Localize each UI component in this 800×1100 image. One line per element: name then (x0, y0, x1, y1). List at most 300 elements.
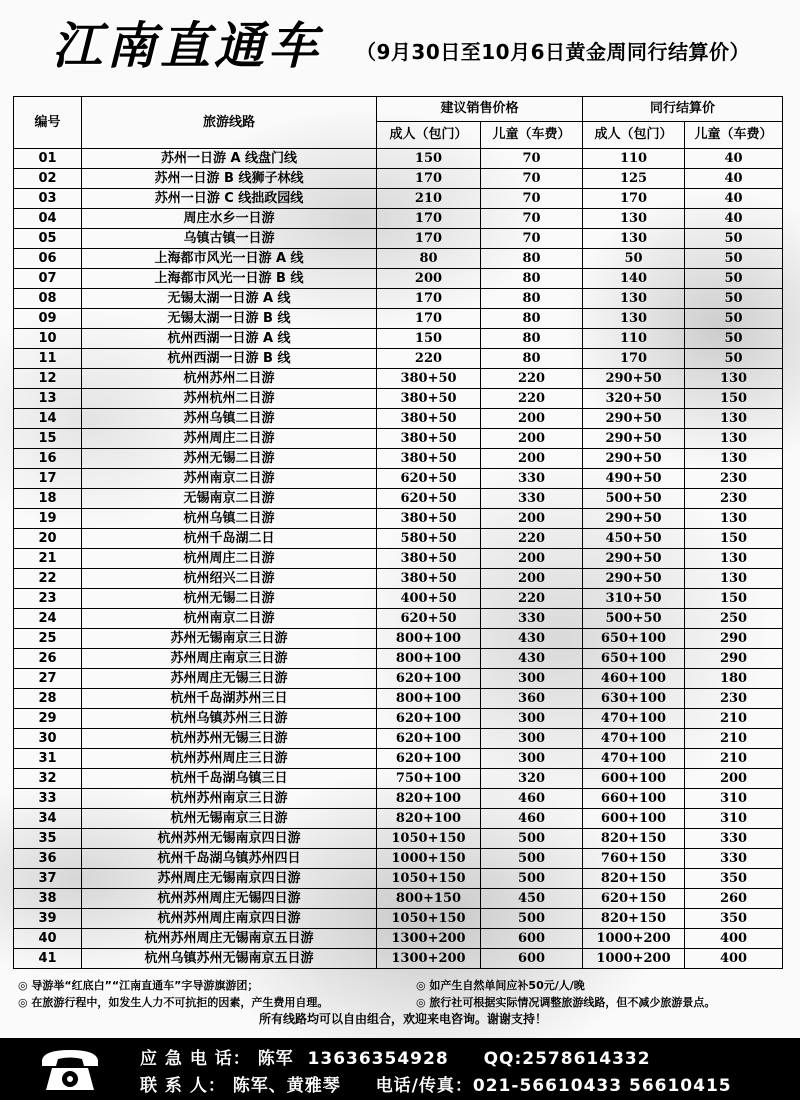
col-header-id: 编号 (14, 97, 82, 149)
row-id: 31 (14, 749, 82, 769)
row-route: 上海都市风光一日游 A 线 (82, 249, 377, 269)
sub-header-trade-adult: 成人（包门） (583, 122, 685, 149)
table-row (14, 269, 783, 289)
table-row (14, 189, 783, 209)
table-row (14, 529, 783, 549)
trade-adult-price: 140 (583, 269, 685, 289)
trade-adult-price: 170 (583, 349, 685, 369)
trade-child-price: 210 (685, 729, 783, 749)
retail-adult-price: 620+100 (377, 749, 481, 769)
trade-adult-price: 500+50 (583, 489, 685, 509)
retail-adult-price: 380+50 (377, 549, 481, 569)
trade-child-price: 40 (685, 189, 783, 209)
trade-child-price: 50 (685, 249, 783, 269)
row-id: 22 (14, 569, 82, 589)
telephone-icon (38, 1044, 102, 1094)
row-route: 杭州无锡南京三日游 (82, 809, 377, 829)
row-id: 19 (14, 509, 82, 529)
row-route: 杭州乌镇苏州无锡南京五日游 (82, 949, 377, 969)
trade-child-price: 350 (685, 909, 783, 929)
table-row (14, 609, 783, 629)
table-row (14, 169, 783, 189)
trade-child-price: 130 (685, 509, 783, 529)
trade-adult-price: 650+100 (583, 629, 685, 649)
trade-child-price: 50 (685, 309, 783, 329)
retail-adult-price: 820+100 (377, 789, 481, 809)
retail-child-price: 300 (481, 709, 583, 729)
row-route: 杭州苏州周庄南京四日游 (82, 909, 377, 929)
retail-child-price: 70 (481, 189, 583, 209)
row-route: 杭州千岛湖二日 (82, 529, 377, 549)
trade-adult-price: 110 (583, 149, 685, 169)
retail-adult-price: 210 (377, 189, 481, 209)
table-row (14, 469, 783, 489)
retail-adult-price: 620+50 (377, 609, 481, 629)
page-subtitle: （9月30日至10月6日黄金周同行结算价） (356, 40, 750, 64)
trade-adult-price: 320+50 (583, 389, 685, 409)
row-route: 杭州苏州周庄无锡南京五日游 (82, 929, 377, 949)
trade-adult-price: 110 (583, 329, 685, 349)
retail-child-price: 200 (481, 569, 583, 589)
emergency-line (140, 1044, 651, 1069)
retail-adult-price: 1300+200 (377, 949, 481, 969)
note-guide-flag: ◎ 导游举“红底白”“江南直通车”字导游旗游团； (18, 979, 259, 992)
row-id: 38 (14, 889, 82, 909)
table-row (14, 729, 783, 749)
note-route-adjust: ◎ 旅行社可根据实际情况调整旅游线路，但不减少旅游景点。 (416, 996, 716, 1009)
trade-child-price: 230 (685, 689, 783, 709)
trade-adult-price: 290+50 (583, 409, 685, 429)
row-route: 苏州周庄无锡南京四日游 (82, 869, 377, 889)
trade-adult-price: 1000+200 (583, 949, 685, 969)
retail-adult-price: 580+50 (377, 529, 481, 549)
trade-child-price: 260 (685, 889, 783, 909)
trade-adult-price: 460+100 (583, 669, 685, 689)
row-route: 苏州周庄无锡三日游 (82, 669, 377, 689)
row-id: 27 (14, 669, 82, 689)
retail-child-price: 600 (481, 949, 583, 969)
row-id: 23 (14, 589, 82, 609)
trade-child-price: 130 (685, 449, 783, 469)
row-route: 杭州千岛湖乌镇三日 (82, 769, 377, 789)
row-id: 21 (14, 549, 82, 569)
note-force-majeure: ◎ 在旅游行程中，如发生人力不可抗拒的因素，产生费用自理。 (18, 996, 329, 1009)
row-id: 36 (14, 849, 82, 869)
row-route: 杭州西湖一日游 A 线 (82, 329, 377, 349)
trade-child-price: 130 (685, 369, 783, 389)
retail-child-price: 460 (481, 809, 583, 829)
retail-adult-price: 400+50 (377, 589, 481, 609)
row-id: 17 (14, 469, 82, 489)
retail-child-price: 200 (481, 549, 583, 569)
retail-adult-price: 380+50 (377, 389, 481, 409)
row-route: 杭州千岛湖苏州三日 (82, 689, 377, 709)
row-route: 苏州周庄二日游 (82, 429, 377, 449)
trade-child-price: 50 (685, 329, 783, 349)
retail-adult-price: 1300+200 (377, 929, 481, 949)
retail-child-price: 360 (481, 689, 583, 709)
row-id: 14 (14, 409, 82, 429)
emergency-label: 应 急 电 话： (140, 1049, 251, 1069)
row-id: 32 (14, 769, 82, 789)
retail-child-price: 330 (481, 469, 583, 489)
table-row (14, 929, 783, 949)
retail-adult-price: 1000+150 (377, 849, 481, 869)
trade-child-price: 290 (685, 649, 783, 669)
retail-adult-price: 170 (377, 209, 481, 229)
trade-child-price: 50 (685, 289, 783, 309)
retail-adult-price: 200 (377, 269, 481, 289)
table-row (14, 329, 783, 349)
retail-adult-price: 820+100 (377, 809, 481, 829)
table-row (14, 509, 783, 529)
table-row (14, 489, 783, 509)
trade-adult-price: 650+100 (583, 649, 685, 669)
retail-child-price: 300 (481, 669, 583, 689)
table-row (14, 849, 783, 869)
group-header-trade: 同行结算价 (583, 97, 783, 122)
retail-child-price: 330 (481, 609, 583, 629)
retail-child-price: 450 (481, 889, 583, 909)
trade-child-price: 150 (685, 529, 783, 549)
retail-adult-price: 380+50 (377, 429, 481, 449)
retail-adult-price: 800+150 (377, 889, 481, 909)
retail-child-price: 80 (481, 269, 583, 289)
table-row (14, 649, 783, 669)
retail-adult-price: 1050+150 (377, 829, 481, 849)
trade-child-price: 40 (685, 169, 783, 189)
col-header-route: 旅游线路 (82, 97, 377, 149)
contact-footer (0, 1038, 800, 1100)
retail-child-price: 330 (481, 489, 583, 509)
trade-child-price: 40 (685, 209, 783, 229)
trade-child-price: 230 (685, 489, 783, 509)
notes (18, 977, 788, 1028)
table-row (14, 449, 783, 469)
retail-child-price: 70 (481, 209, 583, 229)
trade-child-price: 150 (685, 389, 783, 409)
trade-adult-price: 290+50 (583, 549, 685, 569)
row-route: 无锡太湖一日游 A 线 (82, 289, 377, 309)
table-row (14, 569, 783, 589)
retail-adult-price: 1050+150 (377, 909, 481, 929)
table-row (14, 909, 783, 929)
trade-adult-price: 600+100 (583, 769, 685, 789)
trade-child-price: 400 (685, 929, 783, 949)
retail-adult-price: 170 (377, 309, 481, 329)
trade-child-price: 40 (685, 149, 783, 169)
trade-child-price: 130 (685, 409, 783, 429)
trade-child-price: 290 (685, 629, 783, 649)
trade-adult-price: 470+100 (583, 729, 685, 749)
row-route: 苏州无锡南京三日游 (82, 629, 377, 649)
table-row (14, 369, 783, 389)
row-route: 杭州南京二日游 (82, 609, 377, 629)
trade-child-price: 330 (685, 849, 783, 869)
table-row (14, 589, 783, 609)
row-id: 06 (14, 249, 82, 269)
retail-adult-price: 380+50 (377, 449, 481, 469)
trade-child-price: 50 (685, 229, 783, 249)
retail-child-price: 430 (481, 629, 583, 649)
trade-adult-price: 660+100 (583, 789, 685, 809)
trade-child-price: 130 (685, 549, 783, 569)
trade-child-price: 330 (685, 829, 783, 849)
row-route: 杭州乌镇苏州三日游 (82, 709, 377, 729)
retail-adult-price: 220 (377, 349, 481, 369)
row-id: 15 (14, 429, 82, 449)
row-route: 杭州苏州二日游 (82, 369, 377, 389)
price-table-body (14, 149, 783, 969)
table-row (14, 769, 783, 789)
trade-adult-price: 130 (583, 229, 685, 249)
row-route: 苏州南京二日游 (82, 469, 377, 489)
row-id: 09 (14, 309, 82, 329)
trade-child-price: 210 (685, 749, 783, 769)
retail-adult-price: 750+100 (377, 769, 481, 789)
trade-adult-price: 290+50 (583, 509, 685, 529)
row-route: 杭州西湖一日游 B 线 (82, 349, 377, 369)
retail-child-price: 500 (481, 869, 583, 889)
table-row (14, 309, 783, 329)
row-route: 无锡太湖一日游 B 线 (82, 309, 377, 329)
row-route: 苏州乌镇二日游 (82, 409, 377, 429)
table-row (14, 709, 783, 729)
note-welcome: 所有线路均可以自由组合，欢迎来电咨询。谢谢支持！ (258, 1012, 547, 1026)
retail-adult-price: 620+50 (377, 469, 481, 489)
retail-adult-price: 380+50 (377, 569, 481, 589)
trade-adult-price: 130 (583, 289, 685, 309)
trade-adult-price: 1000+200 (583, 929, 685, 949)
contact-names: 陈军、黄雅琴 (232, 1076, 341, 1096)
trade-adult-price: 290+50 (583, 569, 685, 589)
retail-child-price: 320 (481, 769, 583, 789)
trade-child-price: 180 (685, 669, 783, 689)
retail-child-price: 70 (481, 229, 583, 249)
row-route: 杭州苏州南京三日游 (82, 789, 377, 809)
trade-adult-price: 600+100 (583, 809, 685, 829)
table-row (14, 829, 783, 849)
trade-adult-price: 290+50 (583, 449, 685, 469)
row-route: 杭州苏州周庄无锡四日游 (82, 889, 377, 909)
row-id: 26 (14, 649, 82, 669)
trade-adult-price: 450+50 (583, 529, 685, 549)
sub-header-retail-child: 儿童（车费） (481, 122, 583, 149)
emergency-name: 陈军 (257, 1049, 294, 1069)
table-row (14, 249, 783, 269)
trade-adult-price: 130 (583, 309, 685, 329)
table-row (14, 789, 783, 809)
table-row (14, 749, 783, 769)
row-id: 01 (14, 149, 82, 169)
retail-child-price: 80 (481, 309, 583, 329)
header (0, 0, 800, 95)
table-row (14, 349, 783, 369)
retail-child-price: 500 (481, 909, 583, 929)
retail-child-price: 600 (481, 929, 583, 949)
price-table (13, 96, 783, 969)
row-id: 18 (14, 489, 82, 509)
row-id: 25 (14, 629, 82, 649)
trade-adult-price: 760+150 (583, 849, 685, 869)
sub-header-trade-child: 儿童（车费） (685, 122, 783, 149)
contact-label: 联 系 人： (140, 1076, 226, 1096)
table-row (14, 149, 783, 169)
trade-child-price: 200 (685, 769, 783, 789)
table-row (14, 549, 783, 569)
row-id: 02 (14, 169, 82, 189)
group-header-retail: 建议销售价格 (377, 97, 583, 122)
trade-adult-price: 820+150 (583, 909, 685, 929)
trade-adult-price: 50 (583, 249, 685, 269)
trade-child-price: 150 (685, 589, 783, 609)
trade-child-price: 250 (685, 609, 783, 629)
table-row (14, 949, 783, 969)
row-id: 03 (14, 189, 82, 209)
row-id: 04 (14, 209, 82, 229)
contact-line (140, 1071, 732, 1096)
trade-adult-price: 620+150 (583, 889, 685, 909)
row-id: 12 (14, 369, 82, 389)
retail-adult-price: 170 (377, 169, 481, 189)
trade-child-price: 130 (685, 569, 783, 589)
row-id: 37 (14, 869, 82, 889)
trade-child-price: 130 (685, 429, 783, 449)
row-id: 41 (14, 949, 82, 969)
trade-adult-price: 125 (583, 169, 685, 189)
retail-child-price: 80 (481, 289, 583, 309)
trade-child-price: 310 (685, 789, 783, 809)
row-route: 苏州无锡二日游 (82, 449, 377, 469)
retail-adult-price: 380+50 (377, 509, 481, 529)
retail-child-price: 70 (481, 169, 583, 189)
row-route: 周庄水乡一日游 (82, 209, 377, 229)
trade-adult-price: 290+50 (583, 429, 685, 449)
trade-adult-price: 170 (583, 189, 685, 209)
trade-adult-price: 500+50 (583, 609, 685, 629)
retail-child-price: 80 (481, 249, 583, 269)
sub-header-retail-adult: 成人（包门） (377, 122, 481, 149)
row-id: 40 (14, 929, 82, 949)
row-id: 39 (14, 909, 82, 929)
trade-child-price: 210 (685, 709, 783, 729)
retail-child-price: 200 (481, 409, 583, 429)
row-route: 杭州苏州无锡三日游 (82, 729, 377, 749)
row-id: 10 (14, 329, 82, 349)
row-route: 苏州一日游 B 线狮子林线 (82, 169, 377, 189)
retail-adult-price: 150 (377, 329, 481, 349)
trade-adult-price: 470+100 (583, 749, 685, 769)
trade-adult-price: 470+100 (583, 709, 685, 729)
retail-adult-price: 620+100 (377, 669, 481, 689)
row-route: 杭州苏州周庄三日游 (82, 749, 377, 769)
retail-adult-price: 800+100 (377, 689, 481, 709)
trade-child-price: 400 (685, 949, 783, 969)
row-route: 杭州无锡二日游 (82, 589, 377, 609)
row-id: 05 (14, 229, 82, 249)
trade-adult-price: 630+100 (583, 689, 685, 709)
row-route: 苏州周庄南京三日游 (82, 649, 377, 669)
trade-adult-price: 310+50 (583, 589, 685, 609)
retail-adult-price: 1050+150 (377, 869, 481, 889)
row-id: 13 (14, 389, 82, 409)
retail-child-price: 430 (481, 649, 583, 669)
table-row (14, 869, 783, 889)
retail-adult-price: 620+100 (377, 709, 481, 729)
trade-child-price: 50 (685, 269, 783, 289)
trade-child-price: 310 (685, 809, 783, 829)
page-title: 江南直通车 (52, 16, 322, 75)
row-id: 07 (14, 269, 82, 289)
row-id: 24 (14, 609, 82, 629)
row-route: 杭州乌镇二日游 (82, 509, 377, 529)
table-row (14, 669, 783, 689)
trade-adult-price: 490+50 (583, 469, 685, 489)
retail-adult-price: 170 (377, 229, 481, 249)
retail-adult-price: 380+50 (377, 409, 481, 429)
table-row (14, 629, 783, 649)
trade-adult-price: 820+150 (583, 829, 685, 849)
row-route: 苏州一日游 A 线盘门线 (82, 149, 377, 169)
row-id: 11 (14, 349, 82, 369)
row-route: 苏州杭州二日游 (82, 389, 377, 409)
table-row (14, 289, 783, 309)
retail-child-price: 460 (481, 789, 583, 809)
retail-child-price: 200 (481, 509, 583, 529)
tel-fax: 电话/传真：021-56610433 56610415 (375, 1076, 732, 1096)
trade-adult-price: 820+150 (583, 869, 685, 889)
emergency-phone: 13636354928 (307, 1049, 449, 1069)
retail-child-price: 80 (481, 349, 583, 369)
retail-adult-price: 620+100 (377, 729, 481, 749)
retail-child-price: 220 (481, 369, 583, 389)
retail-child-price: 80 (481, 329, 583, 349)
retail-child-price: 200 (481, 429, 583, 449)
row-route: 杭州绍兴二日游 (82, 569, 377, 589)
table-row (14, 229, 783, 249)
trade-child-price: 230 (685, 469, 783, 489)
table-row (14, 809, 783, 829)
retail-child-price: 220 (481, 589, 583, 609)
trade-child-price: 350 (685, 869, 783, 889)
row-route: 杭州周庄二日游 (82, 549, 377, 569)
row-id: 35 (14, 829, 82, 849)
retail-adult-price: 620+50 (377, 489, 481, 509)
retail-adult-price: 800+100 (377, 649, 481, 669)
row-id: 33 (14, 789, 82, 809)
table-row (14, 889, 783, 909)
row-route: 乌镇古镇一日游 (82, 229, 377, 249)
retail-adult-price: 170 (377, 289, 481, 309)
retail-child-price: 500 (481, 849, 583, 869)
row-route: 苏州一日游 C 线拙政园线 (82, 189, 377, 209)
retail-adult-price: 80 (377, 249, 481, 269)
row-id: 20 (14, 529, 82, 549)
trade-adult-price: 290+50 (583, 369, 685, 389)
row-id: 29 (14, 709, 82, 729)
row-route: 杭州苏州无锡南京四日游 (82, 829, 377, 849)
table-row (14, 689, 783, 709)
retail-child-price: 220 (481, 389, 583, 409)
retail-adult-price: 380+50 (377, 369, 481, 389)
note-single-room: ◎ 如产生自然单间应补50元/人/晚 (416, 979, 585, 992)
retail-child-price: 500 (481, 829, 583, 849)
trade-adult-price: 130 (583, 209, 685, 229)
row-route: 杭州千岛湖乌镇苏州四日 (82, 849, 377, 869)
retail-child-price: 300 (481, 749, 583, 769)
retail-adult-price: 800+100 (377, 629, 481, 649)
table-row (14, 209, 783, 229)
